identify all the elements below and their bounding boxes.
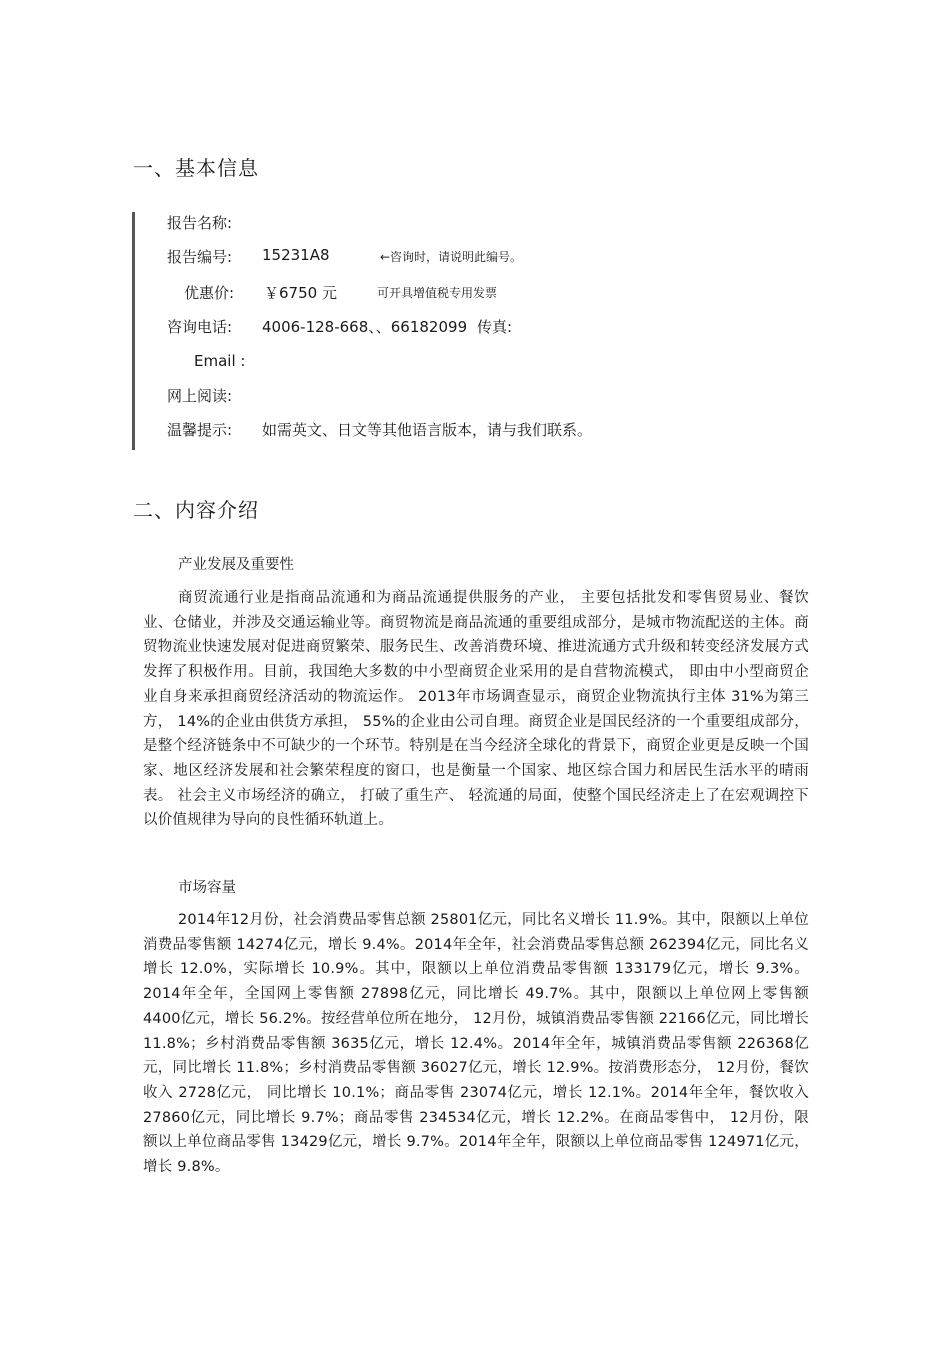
tip-value: 如需英文、日文等其他语言版本，请与我们联系。 [262,421,593,439]
fax-label: 传真: [477,318,513,336]
price-row [184,282,498,303]
price-label: 优惠价: [184,284,235,302]
price-note: 可开具增值税专用发票 [377,286,498,300]
subheading-industry-development: 产业发展及重要性 [178,557,294,573]
tip-label: 温馨提示: [167,421,233,439]
email-row [194,352,245,370]
paragraph-industry-development: 商贸流通行业是指商品流通和为商品流通提供服务的产业， 主要包括批发和零售贸易业、餐饮业、仓储业，并涉及交通运输业等。商贸物流是商品流通的重要组成部分，是城市物流配送的主体。商贸物流业快速发展对促进商贸繁荣、服务民生、改善消费环境、推进流通方式升级和转变经济发展方式发挥了积极作用。目前，我国绝大多数的中小型商贸企业采用的是自营物流模式， 即由中小型商贸企业自身来承担商贸经济活动的物流运作。 2013年市场调查显示，商贸企业物流执行主体 31%为第三方， 14%的企业由供货方承担， 55%的企业由公司自理。商贸企业是国民经济的一个重要组成部分，是整个经济链条中不可缺少的一个环节。特别是在当今经济全球化的背景下，商贸企业更是反映一个国家、地区经济发展和社会繁荣程度的窗口，也是衡量一个国家、地区综合国力和居民生活水平的晴雨表。 社会主义市场经济的确立， 打破了重生产、 轻流通的局面，使整个国民经济走上了在宏观调控下以价值规律为导向的良性循环轨道上。 [143,590,809,829]
section-heading-content-intro: 二、内容介绍 [133,498,259,522]
phone-row [167,316,513,337]
paragraph-market-capacity: 2014年12月份，社会消费品零售总额 25801亿元，同比名义增长 11.9%。其中，限额以上单位消费品零售额 14274亿元，增长 9.4%。2014年全年，社会消费品零售总额 262394亿元，同比名义增长 12.0%，实际增长 10.9%。其中，限额以上单位消费品零售额 133179亿元，增长 9.3%。2014年全年，全国网上零售额 27898亿元，同比增长 49.7%。其中，限额以上单位网上零售额 4400亿元，增长 56.2%。按经营单位所在地分， 12月份，城镇消费品零售额 22166亿元，同比增长 11.8%；乡村消费品零售额 3635亿元，增长 12.4%。2014年全年，城镇消费品零售额 226368亿元，同比增长 11.8%；乡村消费品零售额 36027亿元，增长 12.9%。按消费形态分， 12月份，餐饮收入 2728亿元， 同比增长 10.1%；商品零售 23074亿元，增长 12.1%。2014年全年，餐饮收入 27860亿元，同比增长 9.7%；商品零售 234534亿元，增长 12.2%。在商品零售中， 12月份，限额以上单位商品零售 13429亿元，增长 9.7%。2014年全年，限额以上单位商品零售 124971亿元，增长 9.8%。 [143,912,809,1176]
tip-row [167,419,593,440]
info-block-bar [132,212,135,450]
report-name-row [167,212,232,233]
price-value: ￥6750 元 [264,284,337,302]
report-name-label: 报告名称: [167,214,233,232]
report-code-note: ←咨询时，请说明此编号。 [380,250,523,264]
online-label: 网上阅读: [167,387,233,405]
phone-value: 4006-128-668、、66182099 [262,318,468,336]
online-row [167,385,232,406]
report-code-row [167,246,523,267]
report-code-value: 15231A8 [262,246,330,264]
subheading-market-capacity: 市场容量 [178,880,236,896]
phone-label: 咨询电话: [167,318,233,336]
section-heading-basic-info: 一、基本信息 [133,156,259,180]
email-label: Email : [194,352,246,370]
report-code-label: 报告编号: [167,248,233,266]
